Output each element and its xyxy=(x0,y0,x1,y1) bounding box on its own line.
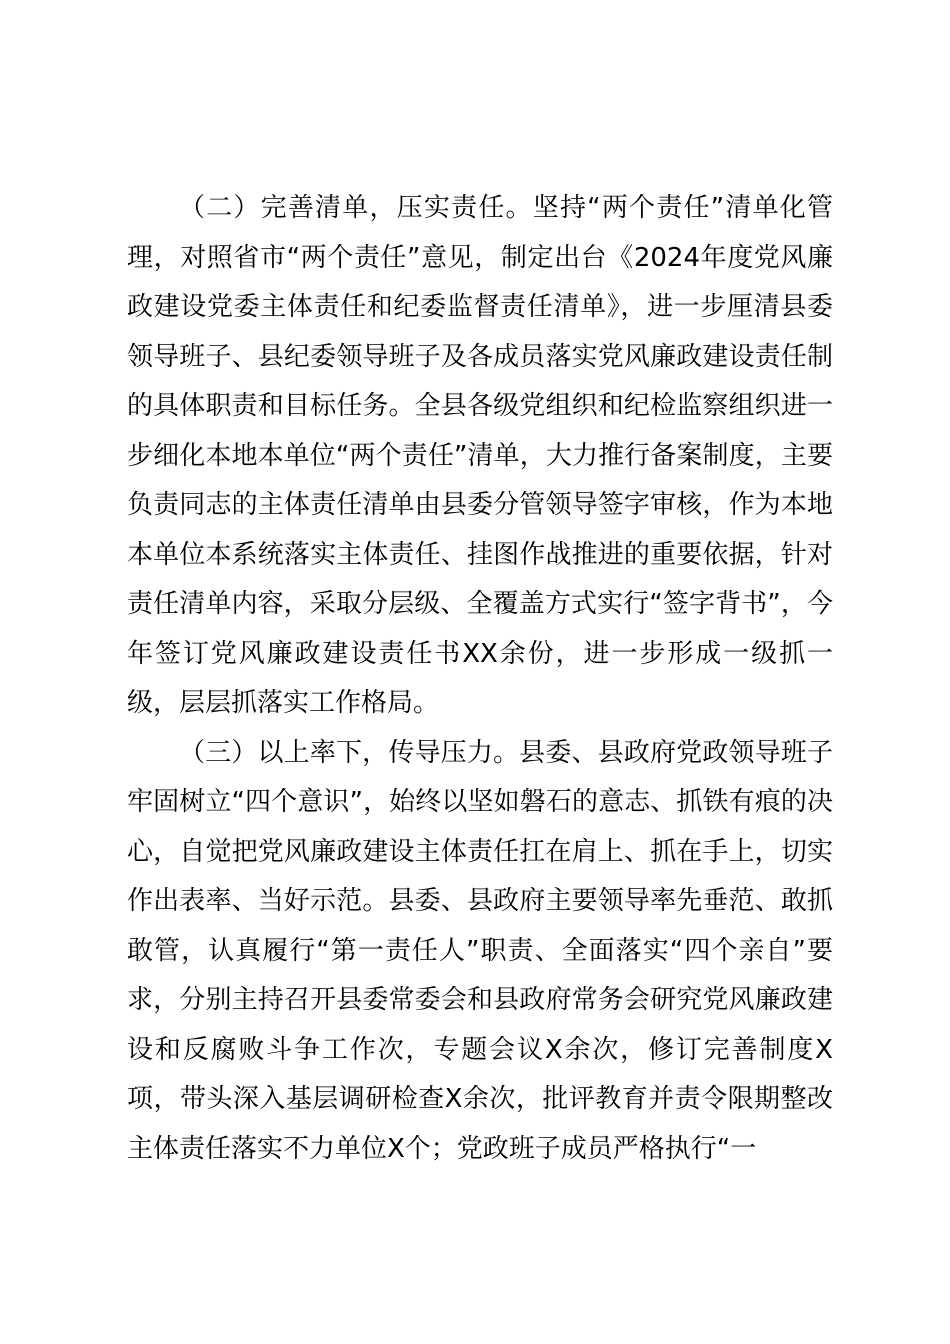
paragraph-list-responsibility: （二）完善清单，压实责任。坚持“两个责任”清单化管理，对照省市“两个责任”意见，制定出台《2024年度党风廉政建设党委主体责任和纪委监督责任清单》，进一步厘清县委领导班子、县纪委领导班子及各成员落实党风廉政建设责任制的具体职责和目标任务。全县各级党组织和纪检监察组织进一步细化本地本单位“两个责任”清单，大力推行备案制度，主要负责同志的主体责任清单由县委分管领导签字审核，作为本地本单位本系统落实主体责任、挂图作战推进的重要依据，针对责任清单内容，采取分层级、全覆盖方式实行“签字背书”，今年签订党风廉政建设责任书XX余份，进一步形成一级抓一级，层层抓落实工作格局。 xyxy=(127,193,833,718)
document-body xyxy=(127,184,833,1174)
paragraph-lead-by-example: （三）以上率下，传导压力。县委、县政府党政领导班子牢固树立“四个意识”，始终以坚如磐石的意志、抓铁有痕的决心，自觉把党风廉政建设主体责任扛在肩上、抓在手上，切实作出表率、当好示范。县委、县政府主要领导率先垂范、敢抓敢管，认真履行“第一责任人”职责、全面落实“四个亲自”要求，分别主持召开县委常委会和县政府常务会研究党风廉政建设和反腐败斗争工作次，专题会议X余次，修订完善制度X项，带头深入基层调研检查X余次，批评教育并责令限期整改主体责任落实不力单位X个；党政班子成员严格执行“一 xyxy=(127,737,833,1164)
